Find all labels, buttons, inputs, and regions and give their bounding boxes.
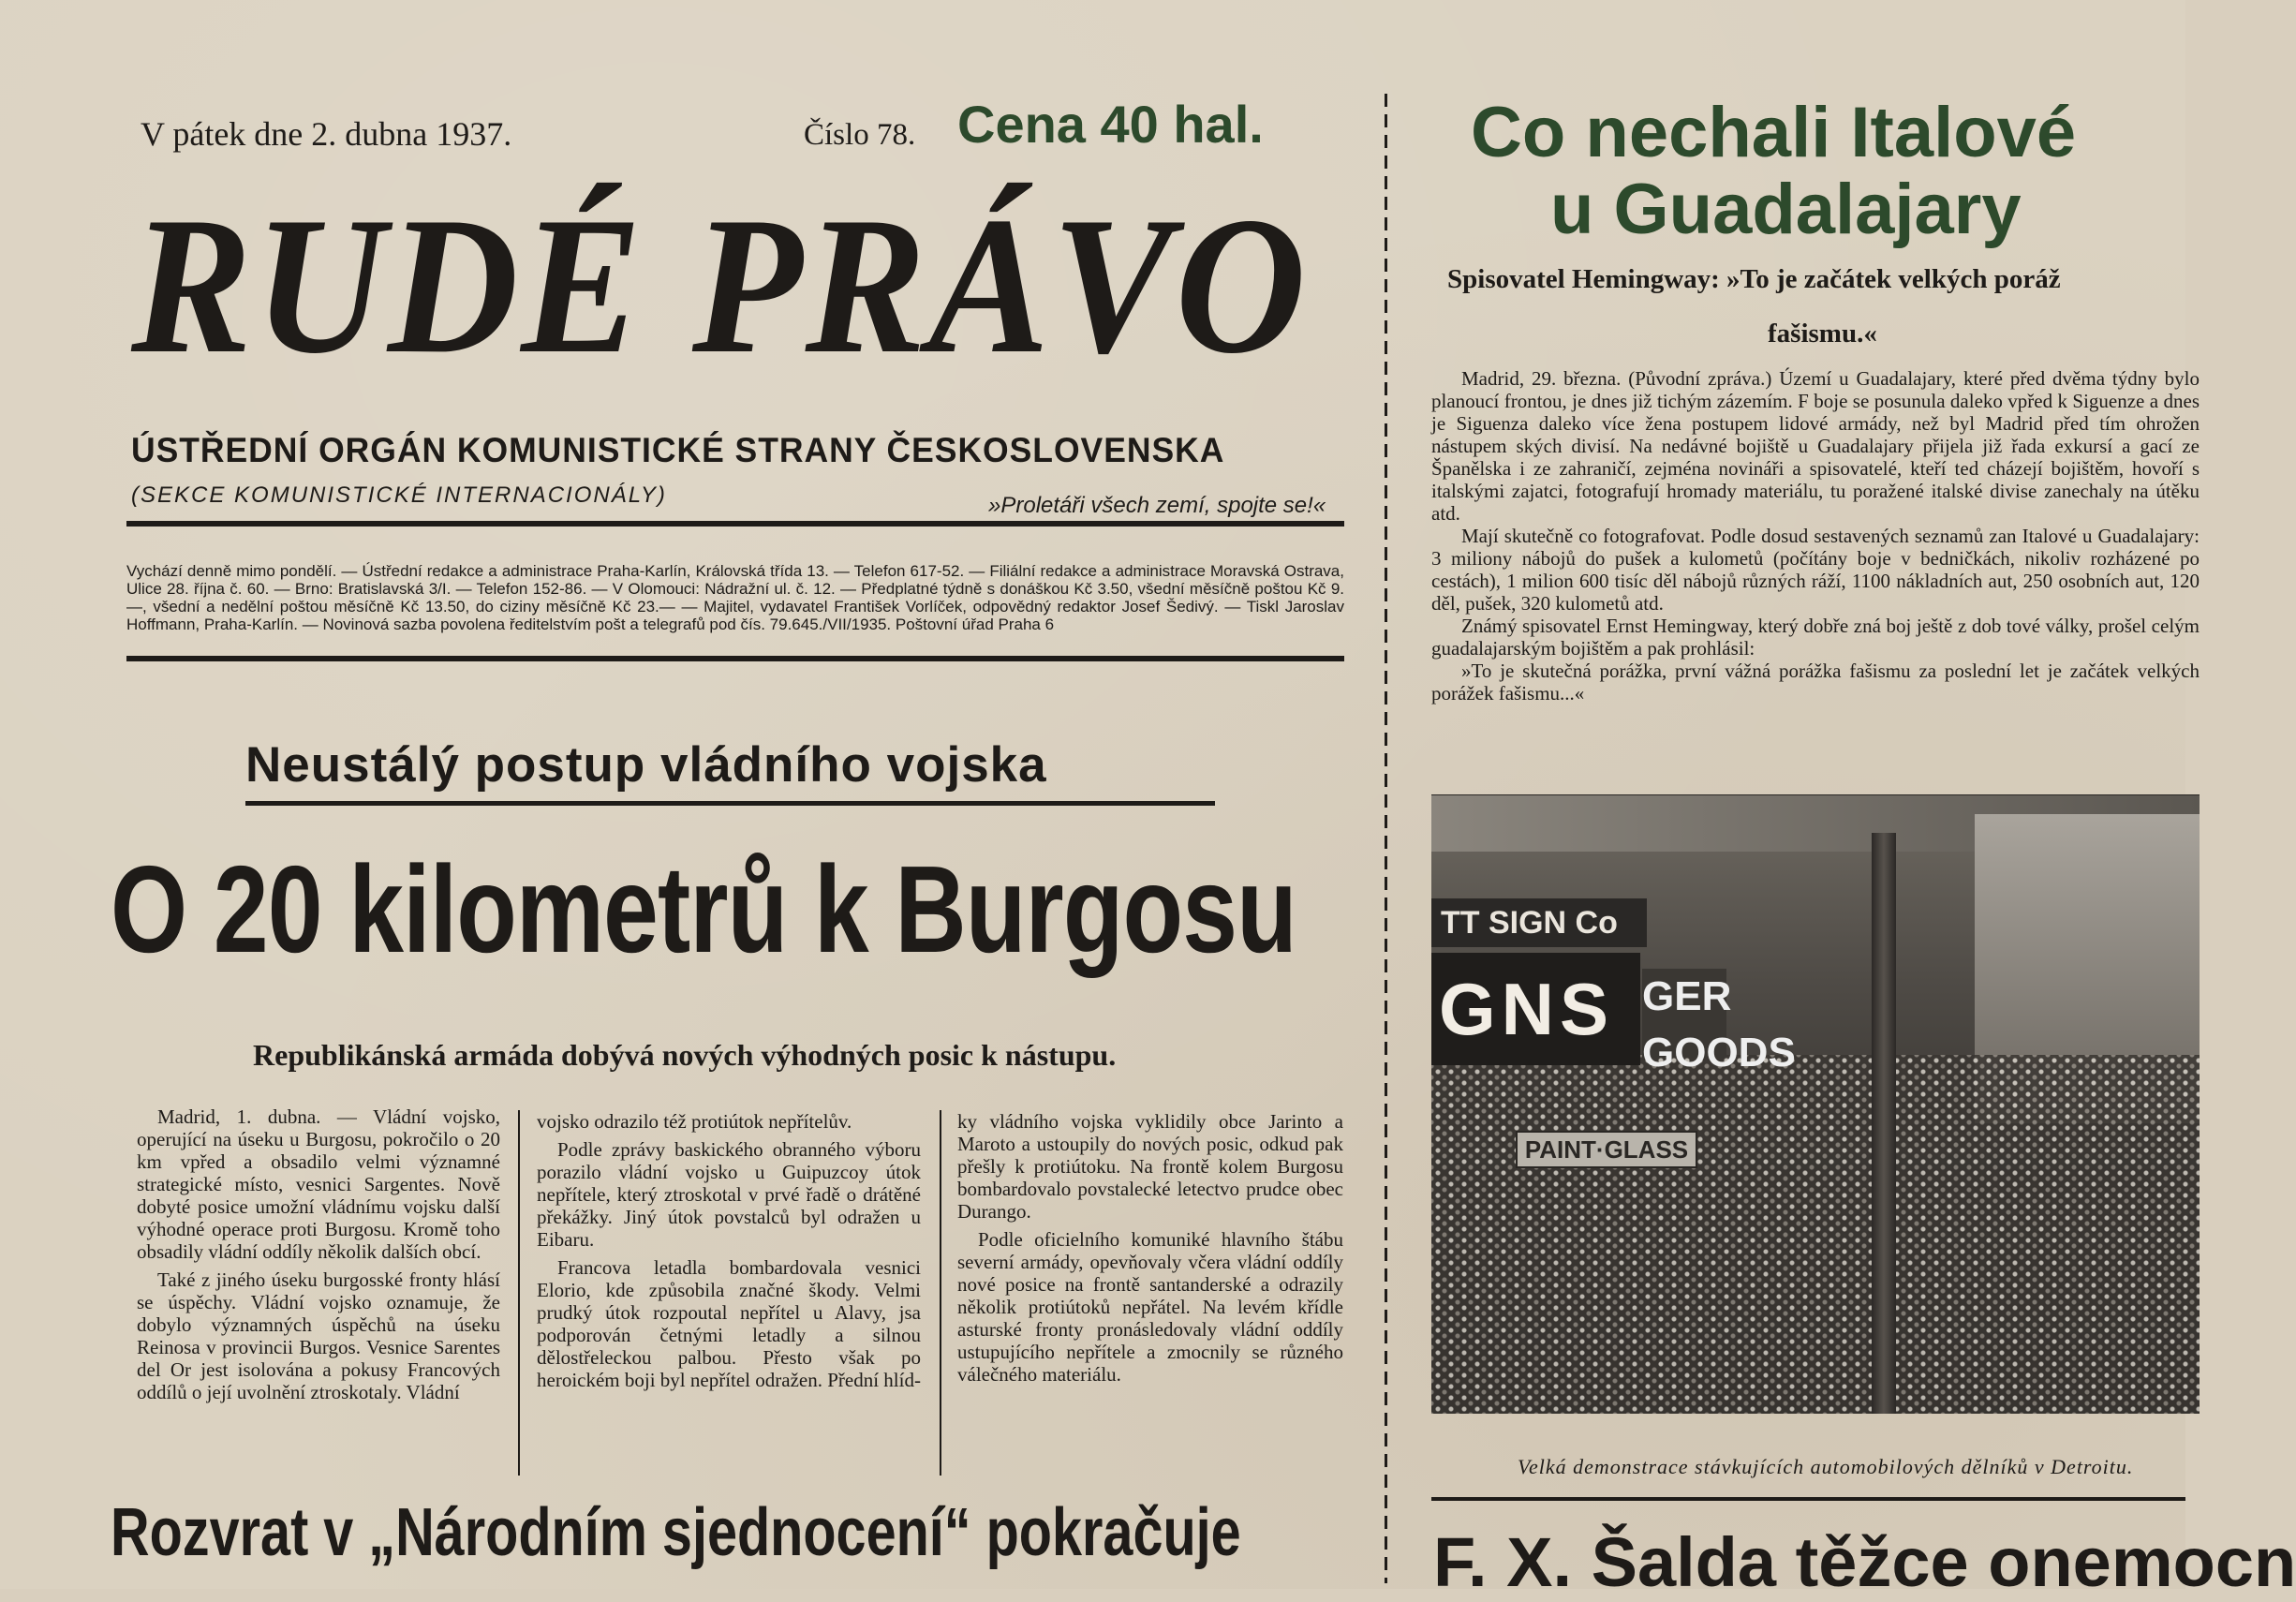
masthead-rule-bottom (126, 656, 1344, 661)
main-subheadline: Republikánská armáda dobývá nových výhodných posic k nástupu. (253, 1038, 1117, 1072)
paragraph: Madrid, 29. března. (Původní zpráva.) Území u Guadalajary, které před dvěma týdny bylo planoucí frontou, je dnes již tichým zázemím. F boje se posunula daleko vpřed k Siguenze a dnes je Siguenza daleko více žena postupem lidové armády, než byl Madrid před tím ohrožen nástupem ských divisí. Na nedávné bojiště u Guadalajary přijela již řada exkursí a gací ze Španělska i ze zahraničí, zejména novináři a spisovatelé, kteří ted cházejí bojištěm, hovoří s italskými zajatci, fotografují hromady materiálu, tu poražené italské divise zanechaly na útěku atd. (1431, 367, 2200, 525)
main-headline: O 20 kilometrů k Burgosu (111, 840, 1296, 978)
paragraph: ky vládního vojska vyklidily obce Jarinto a Maroto a ustoupily do nových posic, odkud pak přešly k protiútoku. Na frontě kolem Burgosu bombardovalo povstalecké letectvo prudce obec Durango. (957, 1110, 1343, 1223)
photo-sign: GER GOODS (1642, 969, 1726, 1058)
column-rule-1 (518, 1110, 520, 1476)
article-column-2 (537, 1110, 921, 1397)
masthead-title: RUDÉ PRÁVO (131, 177, 1309, 394)
right-bottom-rule (1431, 1497, 2185, 1501)
right-headline-line-1: Co nechali Italové (1471, 93, 2077, 172)
news-photo (1431, 794, 2200, 1414)
price: Cena 40 hal. (957, 95, 1264, 154)
paragraph: Podle oficielního komuniké hlavního štábu severní armády, opevňovaly včera vládní oddíly nové posice na frontě santanderské a odrazily několik protiútoků nepřátel. Na levém křídle asturské fronty pronásledovaly vládní oddíly ustupujícího nepřítele a zmocnily se různého válečného materiálu. (957, 1228, 1343, 1386)
masthead-subtitle: ÚSTŘEDNÍ ORGÁN KOMUNISTICKÉ STRANY ČESKOSLOVENSKA (131, 431, 1225, 469)
motto: »Proletáři všech zemí, spojte se!« (988, 493, 1326, 518)
imprint: Vychází denně mimo pondělí. — Ústřední redakce a administrace Praha-Karlín, Královská třída 13. — Telefon 617-52. — Filiální redakce a administrace Moravská Ostrava, Ulice 28. října č. 60. — Brno: Bratislavská 3/I. — Telefon 152-86. — V Olomouci: Nádražní ul. č. 12. — Předplatné týdně s donáškou Kč 3.50, všední měsíčně poštou Kč 9.—, všední a nedělní poštou měsíčně Kč 13.50, do ciziny měsíčně Kč 23.— — Majitel, vydavatel František Vorlíček, odpovědný redaktor Josef Šedivý. — Tiskl Jaroslav Hoffmann, Praha-Karlín. — Novinová sazba povolena ředitelstvím pošt a telegrafů pod čís. 79.645./VII/1935. Poštovní úřad Praha 6 (126, 562, 1344, 633)
photo-sign: TT SIGN Co (1431, 898, 1647, 947)
article-column-3 (957, 1110, 1343, 1391)
paragraph: Francova letadla bombardovala vesnici Elorio, kde způsobila značné škody. Velmi prudký útok rozpoutal nepřítel u Alavy, jsa podporován četnými letadly a silnou dělostřeleckou palbou. Přesto však po heroickém boji byl nepřítel odražen. Přední hlíd- (537, 1256, 921, 1391)
right-bottom-headline: F. X. Šalda těžce onemocn (1433, 1523, 2296, 1601)
paragraph: Madrid, 1. dubna. — Vládní vojsko, operující na úseku u Burgosu, pokročilo o 20 km vpřed a obsadilo velmi významné strategické místo, vesnici Sargentes. Nově dobyté posice umožní vládnímu vojsku další výhodné operace proti Burgosu. Kromě toho obsadily vládní oddíly několik dalších obcí. (137, 1105, 500, 1263)
column-divider (1385, 94, 1387, 1583)
photo-lamp-post (1872, 833, 1896, 1414)
issue-number: Číslo 78. (804, 118, 916, 152)
right-headline-line-2: u Guadalajary (1550, 170, 2022, 249)
right-subheadline-line-1: Spisovatel Hemingway: »To je začátek velkých poráž (1447, 264, 2061, 294)
bottom-headline: Rozvrat v „Národním sjednocení“ pokračuje (111, 1495, 1241, 1570)
paragraph: vojsko odrazilo též protiútok nepřítelův. (537, 1110, 852, 1133)
paragraph: Také z jiného úseku burgosské fronty hlásí se úspěchy. Vládní vojsko oznamuje, že dobylo významných úspěchů na úseku Reinosa v provincii Burgos. Vesnice Sarentes del Or jest isolována a pokusy Francových oddílů o její uvolnění ztroskotaly. Vládní (137, 1268, 500, 1403)
kicker-headline: Neustálý postup vládního vojska (245, 737, 1047, 793)
article-column-1 (137, 1105, 500, 1409)
paragraph: Mají skutečně co fotografovat. Podle dosud sestavených seznamů zan Italové u Guadalajary: 3 miliony nábojů do pušek a kulometů (počítány boje v bedničkách, nikoliv rozházené po cestách), 1 milion 600 tisíc děl nábojů různých ráží, 1100 nákladních aut, 250 osobních aut, 120 děl, pušek, 320 kulometů atd. (1431, 525, 2200, 615)
photo-sign: PAINT·GLASS (1516, 1131, 1697, 1168)
paragraph: »To je skutečná porážka, první vážná porážka fašismu za poslední let je začátek velkých porážek fašismu...« (1431, 660, 2200, 705)
paragraph: Podle zprávy baskického obranného výboru porazilo vládní vojsko u Guipuzcoy útok nepřítele, který ztroskotal v prvé řadě o drátěné překážky. Jiný útok povstalců byl odražen u Eibaru. (537, 1138, 921, 1251)
right-subheadline-line-2: fašismu.« (1768, 319, 1877, 349)
kicker-underline (245, 801, 1215, 806)
photo-caption: Velká demonstrace stávkujících automobilových dělníků v Detroitu. (1518, 1455, 2134, 1478)
date-line: V pátek dne 2. dubna 1937. (141, 115, 512, 153)
photo-crowd (1431, 1055, 2200, 1414)
right-article-body (1431, 367, 2200, 705)
column-rule-2 (940, 1110, 941, 1476)
masthead-rule-top (126, 521, 1344, 527)
paragraph: Známý spisovatel Ernst Hemingway, který dobře zná boj ještě z dob tové války, prošel celým guadalajarským bojištěm a pak prohlásil: (1431, 615, 2200, 660)
photo-sign: GNS (1431, 953, 1640, 1065)
comintern-line: (SEKCE KOMUNISTICKÉ INTERNACIONÁLY) (131, 482, 667, 508)
